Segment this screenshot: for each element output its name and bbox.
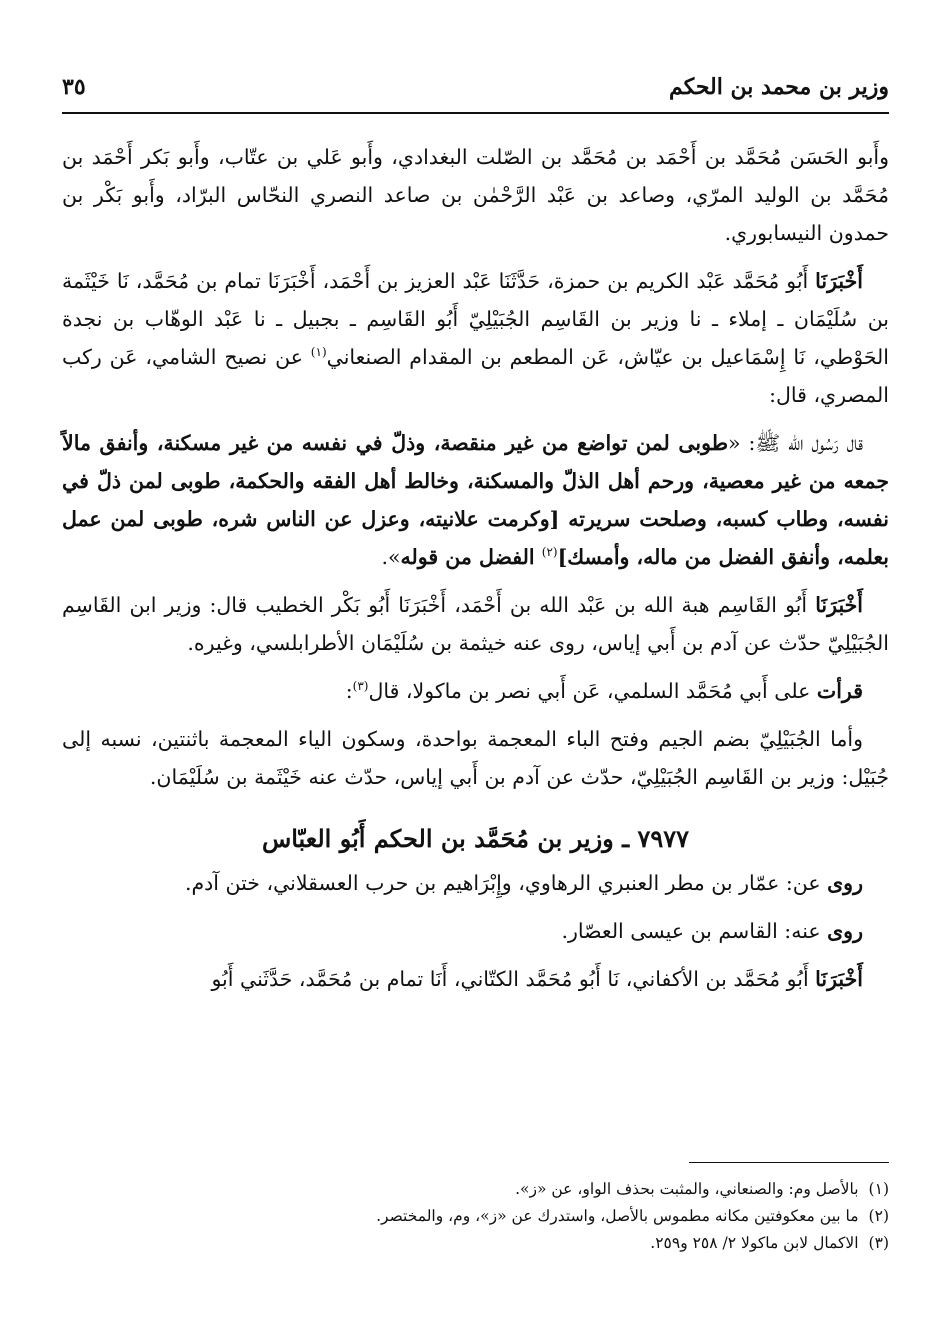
rawa-anhu-text: عنه: القاسم بن عيسى العصّار. — [561, 919, 828, 943]
footnote-3 — [62, 1230, 889, 1257]
footnote-text: الاكمال لابن ماكولا ٢/ ٢٥٨ و٢٥٩. — [650, 1234, 859, 1252]
rawa-keyword: روى — [827, 871, 863, 895]
paragraph-3-hadith — [62, 424, 889, 576]
footnotes — [62, 1176, 889, 1257]
paragraph-5-text-b: : — [345, 679, 353, 703]
paragraph-5-text-a: على أَبي مُحَمَّد السلمي، عَن أَبي نصر بن ماكولا، قال — [368, 679, 817, 703]
footnote-text: ما بين معكوفتين مكانه مطموس بالأصل، واستدرك عن «ز»، وم، والمختصر. — [376, 1207, 859, 1225]
rawa-anhu-keyword: روى — [827, 919, 863, 943]
akhbarana-keyword: أَخْبَرَنَا — [815, 269, 863, 293]
paragraph-1 — [62, 138, 889, 252]
qaraat-keyword: قرأت — [816, 679, 863, 703]
paragraph-4-text: أَبُو القَاسِم هبة الله بن عَبْد الله بن أَحْمَد، أَخْبَرَنَا أَبُو بَكْر الخطيب قال: وزير ابن القَاسِم الجُبَيْلِيّ حدّث عن آدم بن أَبي إياس، روى عنه خيثمة بن سُلَيْمَان الأطرابلسي، وغيره. — [62, 593, 889, 655]
entry-title: ٧٩٧٧ ـ وزير بن مُحَمَّد بن الحكم أَبُو العبّاس — [261, 824, 690, 853]
paragraph-1-text: وأَبو الحَسَن مُحَمَّد بن أَحْمَد بن مُحَمَّد بن الصّلت البغدادي، وأَبو عَلي بن عتّاب، وأَبو بَكر أَحْمَد بن مُحَمَّد بن الوليد المرّي، وصاعد بن عَبْد الرَّحْمٰن بن صاعد النصري النحّاس البرّاد، وأَبو بَكْر بن حمدون النيسابوري. — [62, 145, 889, 245]
footnote-1 — [62, 1176, 889, 1203]
hadith-text-2: الفضل من قوله — [400, 545, 542, 569]
hadith-close: ». — [381, 545, 401, 569]
page-number: ٣٥ — [62, 74, 86, 100]
rawa-an-text: عن: عمّار بن مطر العنبري الرهاوي، وإِبْرَاهيم بن حرب العسقلاني، ختن آدم. — [184, 871, 828, 895]
paragraph-2 — [62, 262, 889, 414]
page-header — [62, 68, 889, 106]
footnote-ref-2: (٢) — [541, 545, 558, 560]
paragraph-6 — [62, 720, 889, 796]
akhbarana-text: أَبُو مُحَمَّد بن الأكفاني، نَا أَبُو مُحَمَّد الكتّاني، أَنَا تمام بن مُحَمَّد، حَدَّثَني أَبُو — [211, 967, 816, 991]
footnote-text: بالأصل وم: والصنعاني، والمثبت بحذف الواو، عن «ز». — [515, 1180, 859, 1198]
footnote-number: (١) — [868, 1180, 889, 1198]
footnote-ref-1: (١) — [310, 345, 327, 360]
footnote-rule — [689, 1162, 889, 1163]
rawa-anhu-line — [62, 912, 889, 950]
footnote-2 — [62, 1203, 889, 1230]
main-text — [62, 138, 889, 1008]
rawa-an-line — [62, 864, 889, 902]
paragraph-5 — [62, 672, 889, 710]
akhbarana-keyword-2: أَخْبَرَنَا — [815, 593, 864, 617]
paragraph-2-text-a: أَبُو مُحَمَّد عَبْد الكريم بن حمزة، حَدَّثَنَا عَبْد العزيز بن أَحْمَد، أَخْبَرَنَا تمام بن مُحَمَّد، نَا خَيْثَمة بن سُلَيْمَان ـ إملاء ـ نا وزير بن القَاسِم الجُبَيْلِيّ أَبُو القَاسِم ـ بجبيل ـ نا عَبْد الوهّاب بن نجدة الحَوْطي، نَا إِسْمَاعيل بن عيّاش، عَن المطعم بن المقدام الصنعاني — [62, 269, 889, 369]
footnote-ref-3: (٣) — [352, 679, 369, 694]
hadith-text-1: طوبى لمن تواضع من غير منقصة، وذلّ في نفسه من غير مسكنة، وأنفق مالاً جمعه من غير معصية، ورحم أهل الذلّ والمسكنة، وخالط أهل الفقه والحكمة، طوبى لمن ذلّ في نفسه، وطاب كسبه، وصلحت سريرته [وكرمت علانيته، وعزل عن الناس شره، طوبى لمن عمل بعلمه، وأنفق الفضل من ماله، وأمسك] — [62, 431, 889, 569]
akhbarana-keyword-3: أَخْبَرَنَا — [815, 967, 863, 991]
paragraph-6-text: وأما الجُبَيْلِيّ بضم الجيم وفتح الباء المعجمة بواحدة، وسكون الياء المعجمة باثنتين، نسبه إلى جُبَيْل: وزير بن القَاسِم الجُبَيْلِيّ، حدّث عن آدم بن أَبي إياس، حدّث عنه خَيْثَمة بن سُلَيْمَان. — [62, 727, 889, 789]
akhbarana-line — [62, 960, 889, 998]
hadith-intro: قال رَسُول الله ﷺ: « — [728, 431, 863, 455]
running-title: وزير بن محمد بن الحكم — [669, 74, 889, 100]
footnote-number: (٢) — [868, 1207, 889, 1225]
paragraph-4 — [62, 586, 889, 662]
paragraph-2-text-b: عن نصيح الشامي، عَن ركب المصري، قال: — [62, 345, 889, 407]
footnote-number: (٣) — [868, 1234, 889, 1252]
header-rule — [62, 112, 889, 114]
